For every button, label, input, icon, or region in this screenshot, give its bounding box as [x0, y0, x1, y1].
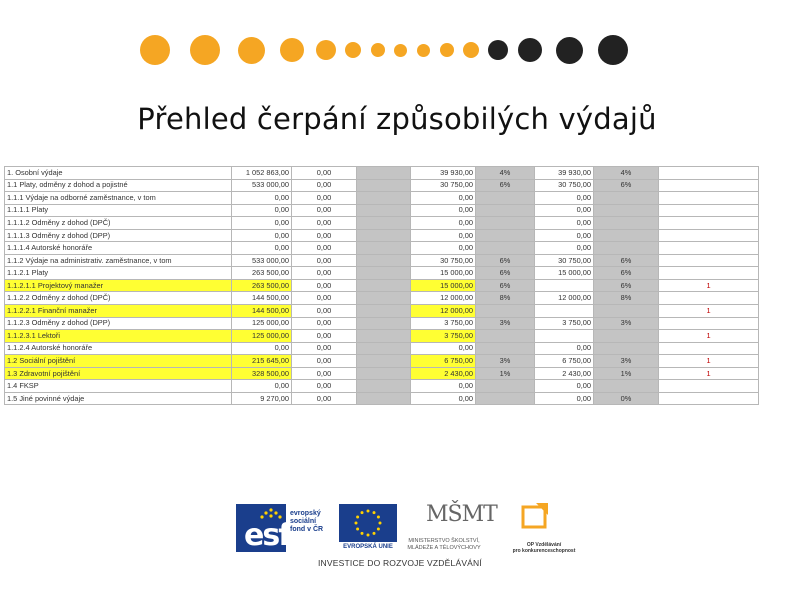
value-cell: 0,00: [292, 317, 357, 330]
value-cell: [476, 342, 535, 355]
value-cell: 0,00: [292, 267, 357, 280]
eu-flag-icon: [339, 504, 397, 542]
decorative-dots: [140, 33, 660, 67]
eu-star: [356, 516, 359, 519]
value-cell: [357, 305, 411, 318]
eu-star: [373, 511, 376, 514]
value-cell: 0,00: [535, 204, 594, 217]
value-cell: 0,00: [292, 380, 357, 393]
value-cell: 263 500,00: [232, 279, 292, 292]
row-label-cell: 1.1.2.3.1 Lektoři: [5, 330, 232, 343]
value-cell: [357, 330, 411, 343]
op-logo: [504, 502, 584, 554]
value-cell: 0,00: [292, 242, 357, 255]
value-cell: [357, 254, 411, 267]
msmt-mark: MŠMT: [426, 502, 497, 527]
value-cell: 328 500,00: [232, 367, 292, 380]
value-cell: [659, 317, 759, 330]
decorative-dot: [556, 37, 583, 64]
value-cell: 15 000,00: [535, 267, 594, 280]
expense-table: [4, 166, 759, 405]
row-label-cell: 1.1.2.1.1 Projektový manažer: [5, 279, 232, 292]
value-cell: 0,00: [232, 229, 292, 242]
value-cell: [476, 330, 535, 343]
value-cell: 0,00: [232, 204, 292, 217]
value-cell: 0,00: [411, 204, 476, 217]
value-cell: 1: [659, 305, 759, 318]
decorative-dot: [345, 42, 361, 58]
row-label-cell: 1.1.1 Výdaje na odborné zaměstnance, v tom: [5, 192, 232, 205]
table-row: [5, 342, 759, 355]
eu-logo: [339, 504, 397, 554]
value-cell: 0,00: [232, 342, 292, 355]
row-label-cell: 1.5 Jiné povinné výdaje: [5, 392, 232, 405]
value-cell: [659, 204, 759, 217]
msmt-sub-line: MLÁDEŽE A TĚLOVÝCHOVY: [407, 545, 481, 551]
eu-star: [379, 522, 382, 525]
msmt-sub-line: MINISTERSTVO ŠKOLSTVÍ,: [408, 538, 480, 544]
decorative-dot: [280, 38, 304, 62]
value-cell: 0,00: [411, 392, 476, 405]
value-cell: 30 750,00: [411, 254, 476, 267]
value-cell: [476, 229, 535, 242]
table-row: [5, 380, 759, 393]
table-row: [5, 229, 759, 242]
logo-strip: [236, 500, 581, 580]
value-cell: 6%: [476, 179, 535, 192]
value-cell: 0,00: [411, 217, 476, 230]
value-cell: 0,00: [292, 305, 357, 318]
value-cell: 0,00: [411, 242, 476, 255]
eu-star: [361, 532, 364, 535]
value-cell: 0,00: [535, 380, 594, 393]
value-cell: [594, 342, 659, 355]
eu-stars-icon: [339, 504, 397, 542]
value-cell: 0,00: [292, 279, 357, 292]
table-row: [5, 192, 759, 205]
value-cell: 2 430,00: [535, 367, 594, 380]
value-cell: [357, 217, 411, 230]
value-cell: [357, 179, 411, 192]
row-label-cell: 1.3 Zdravotní pojištění: [5, 367, 232, 380]
decorative-dot: [190, 35, 220, 65]
esf-sub-line: sociální: [290, 518, 317, 525]
esf-sub-line: evropský: [290, 510, 321, 517]
value-cell: 0,00: [411, 342, 476, 355]
value-cell: 0,00: [292, 292, 357, 305]
value-cell: 533 000,00: [232, 254, 292, 267]
value-cell: [659, 380, 759, 393]
value-cell: 0,00: [292, 330, 357, 343]
esf-logo: [236, 504, 334, 554]
msmt-logo: [404, 502, 497, 554]
value-cell: 9 270,00: [232, 392, 292, 405]
value-cell: [659, 242, 759, 255]
value-cell: [659, 392, 759, 405]
value-cell: 1%: [594, 367, 659, 380]
eu-label: EVROPSKÁ UNIE: [343, 544, 393, 550]
esf-sub-line: fond v ČR: [290, 526, 324, 533]
value-cell: 6 750,00: [535, 355, 594, 368]
table-row: [5, 167, 759, 180]
table-row: [5, 267, 759, 280]
table-row: [5, 204, 759, 217]
eu-star: [377, 528, 380, 531]
row-label-cell: 1.1.2.3 Odměny z dohod (DPP): [5, 317, 232, 330]
value-cell: 6%: [476, 254, 535, 267]
value-cell: [659, 342, 759, 355]
table-row: [5, 292, 759, 305]
value-cell: 1: [659, 279, 759, 292]
value-cell: [357, 267, 411, 280]
value-cell: [357, 367, 411, 380]
decorative-dot: [598, 35, 628, 65]
value-cell: [357, 279, 411, 292]
value-cell: 0,00: [292, 204, 357, 217]
value-cell: 3 750,00: [411, 330, 476, 343]
value-cell: 533 000,00: [232, 179, 292, 192]
row-label-cell: 1.4 FKSP: [5, 380, 232, 393]
table-row: [5, 242, 759, 255]
value-cell: [357, 355, 411, 368]
value-cell: 215 645,00: [232, 355, 292, 368]
value-cell: [357, 242, 411, 255]
decorative-dot: [518, 38, 542, 62]
row-label-cell: 1.1.2.2 Odměny z dohod (DPČ): [5, 292, 232, 305]
value-cell: 3%: [594, 317, 659, 330]
value-cell: 30 750,00: [411, 179, 476, 192]
value-cell: [594, 330, 659, 343]
value-cell: [535, 279, 594, 292]
value-cell: [659, 292, 759, 305]
value-cell: 1: [659, 367, 759, 380]
value-cell: [594, 242, 659, 255]
value-cell: 8%: [476, 292, 535, 305]
table-row: [5, 217, 759, 230]
value-cell: 0,00: [292, 167, 357, 180]
value-cell: 3%: [594, 355, 659, 368]
value-cell: 1: [659, 355, 759, 368]
value-cell: 0,00: [292, 355, 357, 368]
value-cell: 0,00: [292, 192, 357, 205]
table-row: [5, 279, 759, 292]
table-row: [5, 330, 759, 343]
value-cell: 3 750,00: [411, 317, 476, 330]
op-sub-line: pro konkurenceschopnost: [512, 548, 576, 554]
value-cell: [594, 229, 659, 242]
eu-star: [367, 534, 370, 537]
value-cell: [535, 330, 594, 343]
value-cell: 0,00: [292, 392, 357, 405]
value-cell: 0%: [594, 392, 659, 405]
value-cell: 0,00: [535, 342, 594, 355]
eu-star: [373, 532, 376, 535]
value-cell: [594, 217, 659, 230]
decorative-dot: [463, 42, 479, 58]
esf-mark: esf: [244, 518, 290, 553]
row-label-cell: 1.1.2 Výdaje na administrativ. zaměstnance, v tom: [5, 254, 232, 267]
value-cell: [357, 392, 411, 405]
row-label-cell: 1.1.1.2 Odměny z dohod (DPČ): [5, 217, 232, 230]
value-cell: [476, 242, 535, 255]
value-cell: 39 930,00: [411, 167, 476, 180]
value-cell: 6%: [594, 254, 659, 267]
value-cell: 15 000,00: [411, 279, 476, 292]
decorative-dot: [488, 40, 508, 60]
row-label-cell: 1.1.2.2.1 Finanční manažer: [5, 305, 232, 318]
eu-star: [367, 510, 370, 513]
row-label-cell: 1.1.1.4 Autorské honoráře: [5, 242, 232, 255]
value-cell: [476, 305, 535, 318]
value-cell: [659, 229, 759, 242]
row-label-cell: 1.2 Sociální pojištění: [5, 355, 232, 368]
value-cell: 0,00: [292, 367, 357, 380]
value-cell: 0,00: [535, 242, 594, 255]
table-row: [5, 367, 759, 380]
value-cell: [476, 392, 535, 405]
value-cell: 0,00: [535, 229, 594, 242]
eu-star: [356, 528, 359, 531]
value-cell: 12 000,00: [411, 292, 476, 305]
eu-star: [355, 522, 358, 525]
value-cell: 0,00: [292, 217, 357, 230]
value-cell: 0,00: [232, 242, 292, 255]
value-cell: 6%: [476, 279, 535, 292]
investment-tagline: INVESTICE DO ROZVOJE VZDĚLÁVÁNÍ: [318, 558, 482, 568]
value-cell: 6%: [476, 267, 535, 280]
value-cell: [594, 192, 659, 205]
eu-star: [377, 516, 380, 519]
value-cell: 0,00: [411, 192, 476, 205]
table-row: [5, 392, 759, 405]
value-cell: 0,00: [232, 380, 292, 393]
value-cell: 6%: [594, 179, 659, 192]
value-cell: 144 500,00: [232, 292, 292, 305]
value-cell: 0,00: [232, 217, 292, 230]
value-cell: 0,00: [411, 229, 476, 242]
value-cell: [659, 254, 759, 267]
row-label-cell: 1.1.2.4 Autorské honoráře: [5, 342, 232, 355]
decorative-dot: [394, 44, 407, 57]
eu-star: [361, 511, 364, 514]
row-label-cell: 1.1.1.1 Platy: [5, 204, 232, 217]
value-cell: 0,00: [292, 229, 357, 242]
value-cell: 1 052 863,00: [232, 167, 292, 180]
row-label-cell: 1.1.2.1 Platy: [5, 267, 232, 280]
esf-subtitle: [290, 510, 323, 534]
value-cell: 1%: [476, 367, 535, 380]
row-label-cell: 1.1 Platy, odměny z dohod a pojistné: [5, 179, 232, 192]
value-cell: 3%: [476, 317, 535, 330]
value-cell: [659, 179, 759, 192]
table-row: [5, 317, 759, 330]
value-cell: 0,00: [535, 217, 594, 230]
decorative-dot: [316, 40, 336, 60]
decorative-dot: [140, 35, 170, 65]
value-cell: [594, 204, 659, 217]
value-cell: 4%: [476, 167, 535, 180]
table-row: [5, 305, 759, 318]
value-cell: 263 500,00: [232, 267, 292, 280]
value-cell: 3%: [476, 355, 535, 368]
value-cell: 4%: [594, 167, 659, 180]
value-cell: [659, 267, 759, 280]
value-cell: [357, 292, 411, 305]
value-cell: 0,00: [292, 179, 357, 192]
slide-title: Přehled čerpání způsobilých výdajů: [137, 102, 657, 136]
value-cell: [594, 380, 659, 393]
table-row: [5, 355, 759, 368]
value-cell: 0,00: [411, 380, 476, 393]
value-cell: 3 750,00: [535, 317, 594, 330]
value-cell: [357, 204, 411, 217]
value-cell: 6%: [594, 267, 659, 280]
value-cell: 2 430,00: [411, 367, 476, 380]
value-cell: [357, 167, 411, 180]
value-cell: [476, 380, 535, 393]
value-cell: [659, 192, 759, 205]
value-cell: [357, 192, 411, 205]
value-cell: 30 750,00: [535, 179, 594, 192]
value-cell: 6 750,00: [411, 355, 476, 368]
value-cell: 39 930,00: [535, 167, 594, 180]
value-cell: [659, 217, 759, 230]
value-cell: 0,00: [232, 192, 292, 205]
op-frame-icon: [520, 502, 550, 532]
value-cell: [357, 342, 411, 355]
value-cell: 0,00: [292, 254, 357, 267]
msmt-subtitle: [404, 538, 484, 552]
value-cell: 30 750,00: [535, 254, 594, 267]
value-cell: [476, 217, 535, 230]
value-cell: [594, 305, 659, 318]
value-cell: 12 000,00: [535, 292, 594, 305]
value-cell: 6%: [594, 279, 659, 292]
row-label-cell: 1. Osobní výdaje: [5, 167, 232, 180]
value-cell: [476, 204, 535, 217]
value-cell: [357, 317, 411, 330]
value-cell: 12 000,00: [411, 305, 476, 318]
row-label-cell: 1.1.1.3 Odměny z dohod (DPP): [5, 229, 232, 242]
value-cell: 144 500,00: [232, 305, 292, 318]
table-row: [5, 179, 759, 192]
value-cell: 8%: [594, 292, 659, 305]
decorative-dot: [440, 43, 454, 57]
table-row: [5, 254, 759, 267]
value-cell: [476, 192, 535, 205]
decorative-dot: [417, 44, 430, 57]
value-cell: [535, 305, 594, 318]
value-cell: 0,00: [292, 342, 357, 355]
value-cell: [357, 380, 411, 393]
value-cell: [659, 167, 759, 180]
value-cell: [357, 229, 411, 242]
decorative-dot: [371, 43, 385, 57]
op-sub-line: OP Vzdělávání: [526, 542, 562, 548]
value-cell: 125 000,00: [232, 317, 292, 330]
value-cell: 0,00: [535, 192, 594, 205]
value-cell: 15 000,00: [411, 267, 476, 280]
esf-logo-box: [236, 504, 290, 553]
value-cell: 1: [659, 330, 759, 343]
decorative-dot: [238, 37, 265, 64]
value-cell: 125 000,00: [232, 330, 292, 343]
op-subtitle: [504, 542, 584, 554]
value-cell: 0,00: [535, 392, 594, 405]
